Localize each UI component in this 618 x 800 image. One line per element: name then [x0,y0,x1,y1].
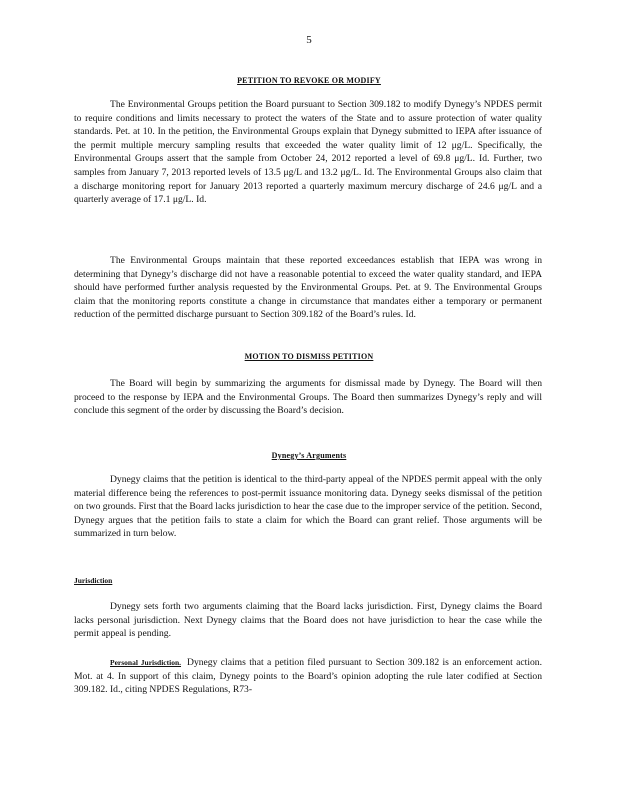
paragraph-1: The Environmental Groups petition the Board pursuant to Section 309.182 to modify Dynegy’s NPDES permit to require conditions and limits necessary to protect the waters of the State and to assure protection of water quality standards. Pet. at 10. In the petition, the Environmental Groups explain that Dynegy submitted to IEPA after issuance of the permit multiple mercury sampling results that exceeded the water quality limit of 12 μg/L. Specifically, the Environmental Groups assert that the sample from October 24, 2012 reported a level of 69.8 μg/L. Id. Further, two samples from January 7, 2013 reported levels of 13.5 μg/L and 13.2 μg/L. Id. The Environmental Groups also claim that a discharge monitoring report for January 2013 reported a quarterly maximum mercury discharge of 24.6 μg/L and a quarterly average of 17.1 μg/L. Id. [74,99,542,206]
heading-petition: PETITION TO REVOKE OR MODIFY [237,76,381,85]
paragraph-2: The Environmental Groups maintain that these reported exceedances establish that IEPA was wrong in determining that Dynegy’s discharge did not have a reasonable potential to exceed the water quality standard, and IEPA should have performed further analysis requested by the Environmental Groups. Pet. at 9. The Environmental Groups claim that the monitoring reports constitute a change in circumstance that mandates either a temporary or permanent reduction of the permitted discharge pursuant to Section 309.182 of the Board’s rules. Id. [74,255,542,321]
paragraph-6: Personal Jurisdiction. Dynegy claims that a petition filed pursuant to Section 309.182 is an enforcement action. Mot. at 4. In support of this claim, Dynegy points to the Board’s opinion adopting the rule later codified at Section 309.182. Id., citing NPDES Regulations, R73- [74,657,542,696]
paragraph-3: The Board will begin by summarizing the arguments for dismissal made by Dynegy. The Board will then proceed to the response by IEPA and the Environmental Groups. The Board then summarizes Dynegy’s reply and will conclude this segment of the order by discussing the Board’s decision. [74,378,542,417]
paragraph-4: Dynegy claims that the petition is identical to the third-party appeal of the NPDES permit appeal with the only material difference being the references to post-permit issuance monitoring data. Dynegy seeks dismissal of the petition on two grounds. First that the Board lacks jurisdiction to hear the case due to the improper service of the petition. Second, Dynegy argues that the petition fails to state a claim for which the Board can grant relief. Those arguments will be summarized in turn below. [74,474,542,540]
subheading-personal-jurisdiction: Personal Jurisdiction. [110,658,182,667]
subheading-jurisdiction: Jurisdiction [74,576,113,585]
page-number: 5 [306,34,312,46]
heading-dynegy-arguments: Dynegy’s Arguments [271,451,347,460]
heading-motion: MOTION TO DISMISS PETITION [244,352,374,361]
paragraph-5: Dynegy sets forth two arguments claiming that the Board lacks jurisdiction. First, Dynegy claims the Board lacks personal jurisdiction. Next Dynegy claims that the Board does not have jurisdiction to hear the case while the permit appeal is pending. [74,601,542,640]
